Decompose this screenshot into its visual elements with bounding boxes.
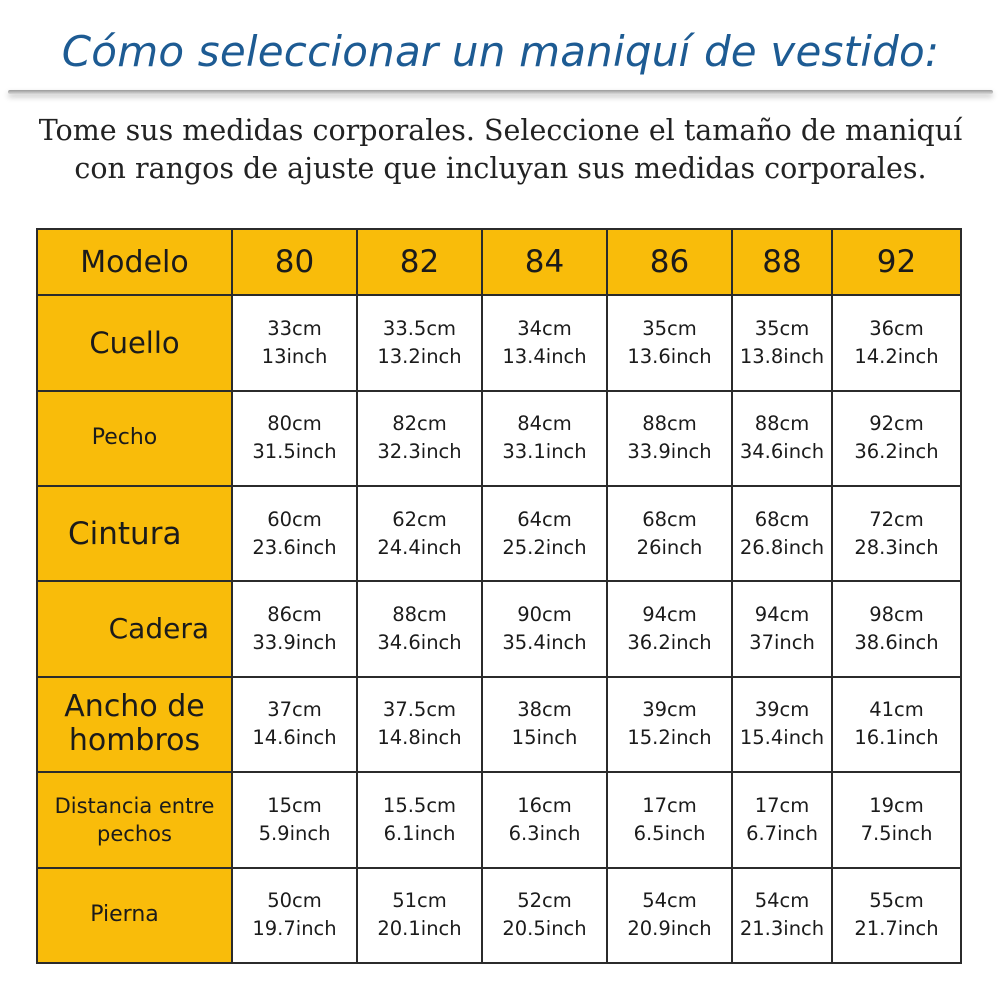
value-inch: 28.3inch xyxy=(854,535,939,559)
value-inch: 23.6inch xyxy=(252,535,337,559)
value-cm: 54cm xyxy=(642,889,697,913)
value-cm: 55cm xyxy=(869,889,924,913)
row-label: Pierna xyxy=(37,868,232,963)
header-cell-size: 80 xyxy=(232,229,357,295)
table-cell xyxy=(832,868,961,963)
table-cell xyxy=(357,391,482,486)
value-inch: 32.3inch xyxy=(377,440,462,464)
value-inch: 19.7inch xyxy=(252,917,337,941)
value-inch: 13.6inch xyxy=(627,344,712,368)
value-cm: 82cm xyxy=(392,412,447,436)
value-cm: 90cm xyxy=(517,603,572,627)
value-cm: 35cm xyxy=(754,316,810,340)
value-inch: 24.4inch xyxy=(377,535,462,559)
value-inch: 25.2inch xyxy=(502,535,587,559)
table-cell xyxy=(482,677,607,772)
header-cell-size: 84 xyxy=(482,229,607,295)
table-cell xyxy=(482,868,607,963)
table-cell xyxy=(482,295,607,390)
value-cm: 60cm xyxy=(267,507,322,531)
table-cell xyxy=(607,581,732,676)
table-cell xyxy=(232,581,357,676)
table-row xyxy=(37,391,961,486)
value-cm: 34cm xyxy=(517,316,572,340)
table-cell xyxy=(732,868,832,963)
table-cell xyxy=(732,772,832,867)
value-inch: 33.9inch xyxy=(252,631,337,655)
subtitle-line-2: con rangos de ajuste que incluyan sus medidas corporales. xyxy=(74,152,927,185)
table-cell xyxy=(732,391,832,486)
value-inch: 35.4inch xyxy=(502,631,587,655)
table-cell xyxy=(732,295,832,390)
table-cell xyxy=(832,486,961,581)
table-cell xyxy=(357,772,482,867)
subtitle-line-1: Tome sus medidas corporales. Seleccione el tamaño de maniquí xyxy=(38,114,963,147)
value-inch: 33.9inch xyxy=(627,440,712,464)
table-row xyxy=(37,486,961,581)
header-cell-size: 88 xyxy=(732,229,832,295)
table-cell xyxy=(607,677,732,772)
value-cm: 84cm xyxy=(517,412,572,436)
value-inch: 6.7inch xyxy=(746,821,818,845)
table-row xyxy=(37,581,961,676)
table-cell xyxy=(357,581,482,676)
table-cell xyxy=(482,581,607,676)
value-inch: 21.3inch xyxy=(739,917,825,941)
table-cell xyxy=(232,868,357,963)
table-cell xyxy=(482,772,607,867)
table-cell xyxy=(732,486,832,581)
value-cm: 15.5cm xyxy=(382,793,457,817)
table-cell xyxy=(832,391,961,486)
value-cm: 41cm xyxy=(869,698,924,722)
row-label: Pecho xyxy=(37,391,232,486)
value-inch: 14.8inch xyxy=(377,726,462,750)
value-inch: 13.4inch xyxy=(502,344,587,368)
header-cell-size: 82 xyxy=(357,229,482,295)
value-inch: 13.2inch xyxy=(377,344,462,368)
table-cell xyxy=(832,581,961,676)
table-cell xyxy=(832,295,961,390)
value-cm: 15cm xyxy=(267,793,322,817)
table-cell xyxy=(357,486,482,581)
value-inch: 34.6inch xyxy=(739,440,825,464)
table-row xyxy=(37,295,961,390)
value-cm: 50cm xyxy=(267,889,322,913)
table-cell xyxy=(732,677,832,772)
value-inch: 26.8inch xyxy=(739,535,825,559)
row-label: Ancho de hombros xyxy=(37,677,232,772)
table-cell xyxy=(357,677,482,772)
value-cm: 64cm xyxy=(517,507,572,531)
value-cm: 17cm xyxy=(642,793,697,817)
value-inch: 38.6inch xyxy=(854,631,939,655)
value-cm: 92cm xyxy=(869,412,924,436)
value-inch: 36.2inch xyxy=(854,440,939,464)
value-cm: 94cm xyxy=(642,603,697,627)
row-label: Cuello xyxy=(37,295,232,390)
value-cm: 68cm xyxy=(754,507,810,531)
table-cell xyxy=(482,391,607,486)
value-cm: 36cm xyxy=(869,316,924,340)
value-cm: 51cm xyxy=(392,889,447,913)
value-inch: 34.6inch xyxy=(377,631,462,655)
table-row xyxy=(37,677,961,772)
value-cm: 39cm xyxy=(754,698,810,722)
title-divider xyxy=(8,90,993,94)
value-cm: 19cm xyxy=(869,793,924,817)
value-cm: 94cm xyxy=(754,603,810,627)
table-row xyxy=(37,772,961,867)
value-cm: 88cm xyxy=(392,603,447,627)
value-cm: 38cm xyxy=(517,698,572,722)
value-cm: 37cm xyxy=(267,698,322,722)
value-inch: 15inch xyxy=(511,726,578,750)
value-inch: 16.1inch xyxy=(854,726,939,750)
value-inch: 15.2inch xyxy=(627,726,712,750)
table-cell xyxy=(232,772,357,867)
row-label: Distancia entre pechos xyxy=(37,772,232,867)
value-cm: 52cm xyxy=(517,889,572,913)
value-inch: 14.6inch xyxy=(252,726,337,750)
header-cell-model: Modelo xyxy=(37,229,232,295)
table-cell xyxy=(607,772,732,867)
row-label: Cintura xyxy=(37,486,232,581)
header-cell-size: 92 xyxy=(832,229,961,295)
value-cm: 98cm xyxy=(869,603,924,627)
value-cm: 88cm xyxy=(754,412,810,436)
table-cell xyxy=(232,391,357,486)
table-cell xyxy=(232,677,357,772)
value-inch: 15.4inch xyxy=(739,726,825,750)
value-cm: 35cm xyxy=(642,316,697,340)
table-cell xyxy=(232,486,357,581)
value-cm: 16cm xyxy=(517,793,572,817)
row-label: Cadera xyxy=(37,581,232,676)
table-cell xyxy=(832,677,961,772)
value-inch: 21.7inch xyxy=(854,917,939,941)
table-cell xyxy=(607,868,732,963)
table-cell xyxy=(357,868,482,963)
value-cm: 68cm xyxy=(642,507,697,531)
value-cm: 37.5cm xyxy=(382,698,457,722)
value-inch: 26inch xyxy=(636,535,703,559)
value-inch: 6.1inch xyxy=(383,821,456,845)
value-inch: 13inch xyxy=(261,344,328,368)
value-inch: 20.9inch xyxy=(627,917,712,941)
value-inch: 7.5inch xyxy=(860,821,933,845)
value-cm: 33.5cm xyxy=(382,316,457,340)
value-cm: 54cm xyxy=(754,889,810,913)
value-cm: 17cm xyxy=(754,793,810,817)
value-inch: 5.9inch xyxy=(258,821,331,845)
table-cell xyxy=(607,391,732,486)
value-inch: 14.2inch xyxy=(854,344,939,368)
value-cm: 80cm xyxy=(267,412,322,436)
header-cell-size: 86 xyxy=(607,229,732,295)
table-cell xyxy=(607,295,732,390)
value-cm: 88cm xyxy=(642,412,697,436)
table-cell xyxy=(482,486,607,581)
value-inch: 20.5inch xyxy=(502,917,587,941)
value-inch: 33.1inch xyxy=(502,440,587,464)
table-cell xyxy=(357,295,482,390)
page-title: Cómo seleccionar un maniquí de vestido: xyxy=(61,27,940,76)
value-cm: 39cm xyxy=(642,698,697,722)
value-cm: 62cm xyxy=(392,507,447,531)
subtitle xyxy=(0,112,1001,188)
size-table xyxy=(36,228,962,964)
table-cell xyxy=(607,486,732,581)
value-cm: 72cm xyxy=(869,507,924,531)
value-inch: 37inch xyxy=(749,631,815,655)
table-row xyxy=(37,868,961,963)
table-cell xyxy=(232,295,357,390)
value-inch: 31.5inch xyxy=(252,440,337,464)
value-inch: 6.5inch xyxy=(633,821,706,845)
value-cm: 33cm xyxy=(267,316,322,340)
value-inch: 36.2inch xyxy=(627,631,712,655)
table-cell xyxy=(732,581,832,676)
value-inch: 20.1inch xyxy=(377,917,462,941)
value-cm: 86cm xyxy=(267,603,322,627)
value-inch: 13.8inch xyxy=(739,344,825,368)
table-header-row xyxy=(37,229,961,295)
table-cell xyxy=(832,772,961,867)
value-inch: 6.3inch xyxy=(508,821,581,845)
